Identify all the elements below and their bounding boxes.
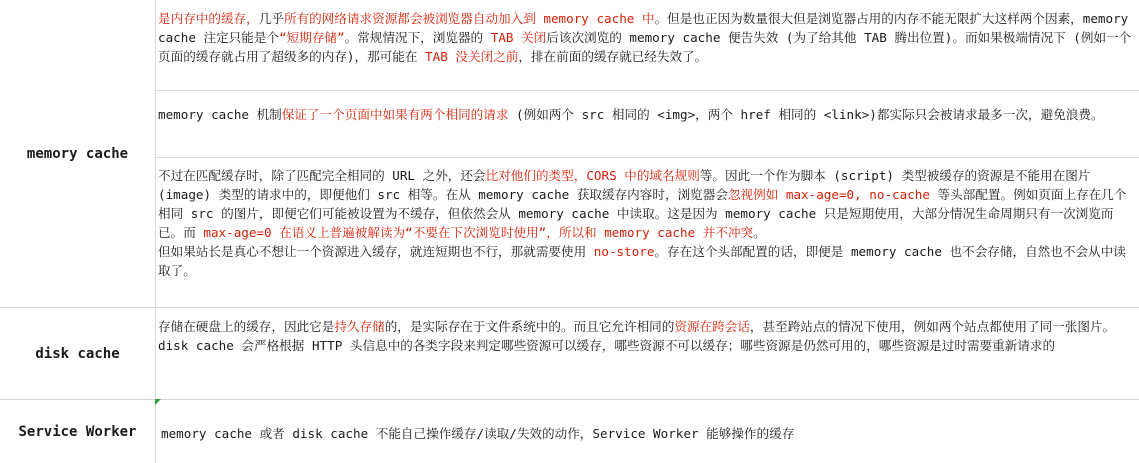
body-text: 。存在这个头部配置的话，即便是 memory cache 也不会存储，自然也不会从中读取了。 [158, 244, 1126, 278]
highlighted-text: 持久存储 [334, 319, 385, 334]
row-divider [155, 157, 1139, 158]
row-divider [0, 399, 1139, 400]
row-label-service-worker: Service Worker [18, 423, 137, 440]
cell-comment-marker [155, 399, 161, 405]
highlighted-text: no-store [593, 244, 655, 259]
body-text: 但如果站长是真心不想让一个资源进入缓存，就连短期也不行，那就需要使用 [158, 244, 594, 259]
body-text: ，甚至跨站点的情况下使用，例如两个站点都使用了同一张图片。 [749, 319, 1116, 334]
highlighted-text: 保证了一个页面中如果有两个相同的请求 [281, 107, 509, 122]
cell-paragraph [158, 242, 1135, 280]
highlighted-text: 资源在跨会话 [674, 319, 750, 334]
cell-paragraph [158, 336, 1135, 355]
cell-paragraph [161, 424, 1135, 443]
body-text: 的，是实际存在于文件系统中的。而且它允许相同的 [384, 319, 675, 334]
body-text: (例如两个 src 相同的 <img>，两个 href 相同的 <link>)都实际只会被请求最多一次，避免浪费。 [508, 107, 1104, 122]
body-text: disk cache 会严格根据 HTTP 头信息中的各类字段来判定哪些资源可以缓存，哪些资源不可以缓存；哪些资源是仍然可用的，哪些资源是过时需要重新请求的 [158, 338, 1056, 353]
body-text: 几乎 [258, 11, 284, 26]
highlighted-text: 是内存中的缓存， [158, 11, 259, 26]
cell-paragraph [158, 105, 1135, 124]
cell-service-worker [155, 424, 1139, 454]
row-divider [155, 90, 1139, 91]
body-text: 后该次浏览的 memory cache 便告失效 (为了给其他 TAB 腾出位置)。而如果极端情况下 (例如一个页面的缓存就占用了超级多的内存)，那可能在 [158, 30, 1132, 64]
cell-memory-cache-dedup [155, 105, 1139, 155]
highlighted-text: 所有的网络请求资源都会被浏览器自动加入到 memory cache 中 [283, 11, 655, 26]
body-text: 。但是也正因为数量很大但是浏览器占用的内存不能无限扩大这样两个因素，memory cache 注定只能是个 [158, 11, 1129, 45]
row-divider [0, 307, 1139, 308]
cell-disk-cache [155, 317, 1139, 397]
body-text: 等头部配置。例如页面上存在几个相同 src 的图片，即便它们可能被设置为不缓存，但依然会从 memory cache 中读取。这是因为 memory cache 只是短期使用，大部分情况生命周期只有一次浏览而已。而 [158, 187, 1127, 240]
cell-paragraph [158, 166, 1135, 242]
body-text: ，排在前面的缓存就已经失效了。 [518, 49, 708, 64]
body-text: 。常规情况下，浏览器的 [344, 30, 491, 45]
highlighted-text: “短期存储” [279, 30, 345, 45]
body-text: 。 [753, 225, 766, 240]
cell-memory-cache-intro [155, 9, 1139, 89]
body-text: memory cache 机制 [158, 107, 282, 122]
body-text: memory cache 或者 disk cache 不能自己操作缓存/读取/失效的动作，Service Worker 能够操作的缓存 [161, 426, 795, 441]
highlighted-text: 忽视例如 max-age=0, no-cache [727, 187, 930, 202]
row-label-memory-cache: memory cache [26, 146, 129, 162]
highlighted-text: TAB 没关闭之前 [425, 49, 519, 64]
body-text: 存储在硬盘上的缓存，因此它是 [158, 319, 335, 334]
cell-paragraph [158, 317, 1135, 336]
cell-memory-cache-matching [155, 166, 1139, 306]
body-text: 等。因此一个作为脚本 (script) 类型被缓存的资源是不能用在图片 (image) 类型的请求中的，即便他们 src 相等。在从 memory cache 获取缓存内容时，浏览器会 [158, 168, 1091, 202]
body-text: 不过在匹配缓存时，除了匹配完全相同的 URL 之外，还会 [158, 168, 486, 183]
row-label-disk-cache: disk cache [35, 346, 120, 362]
highlighted-text: TAB 关闭 [490, 30, 547, 45]
cell-paragraph [158, 9, 1135, 66]
highlighted-text: 比对他们的类型，CORS 中的域名规则 [485, 168, 700, 183]
highlighted-text: max-age=0 在语义上普遍被解读为“不要在下次浏览时使用”，所以和 memory cache 并不冲突 [203, 225, 754, 240]
